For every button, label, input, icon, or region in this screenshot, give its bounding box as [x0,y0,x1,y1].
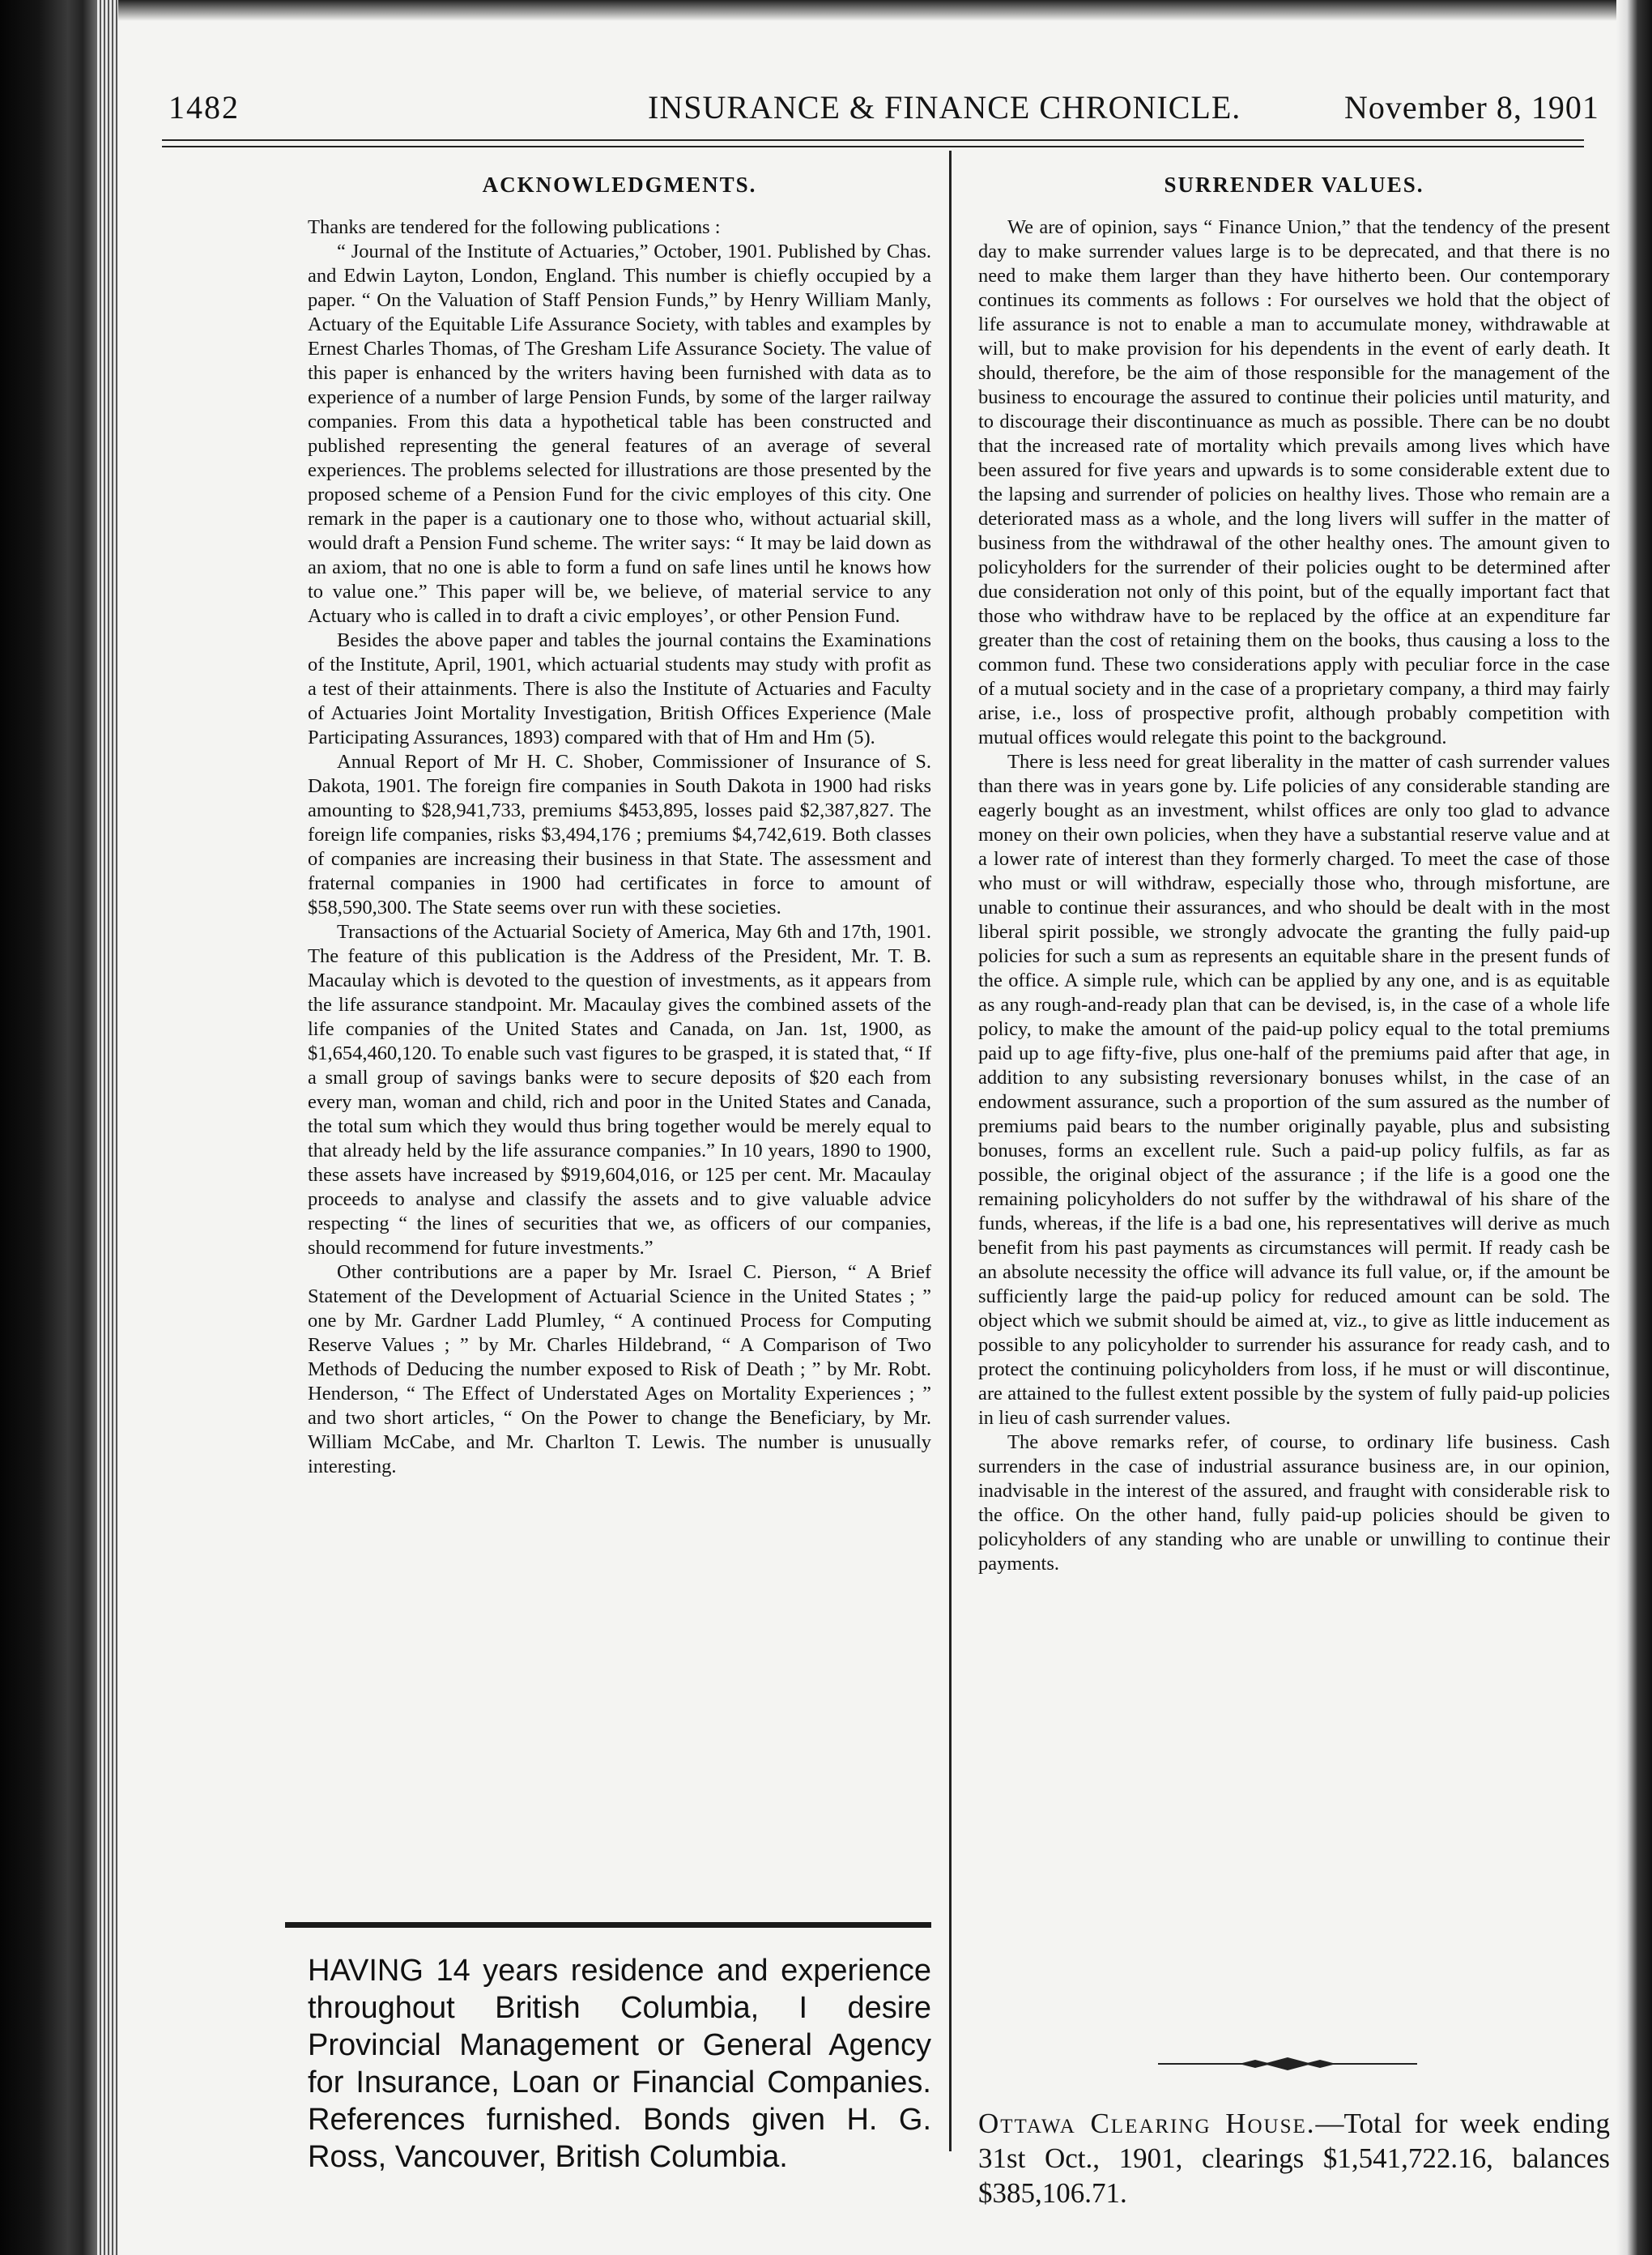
clearing-house-notice [978,2106,1610,2210]
ack-paragraph: Thanks are tendered for the following publications : [308,216,721,238]
acknowledgments-heading: ACKNOWLEDGMENTS. [482,173,757,197]
notice-lead: Ottawa Clearing House. [978,2108,1316,2139]
sv-paragraph: There is less need for great liberality in the matter of cash surrender values than there was in years gone by. Life policies of any considerable standing are eagerly bought as an investment, whilst offices are only too glad to advance money on their own policies, when they have a substantial reserve value and at a lower rate of interest than they formerly charged. To meet the case of those who must or will withdraw, especially those who, through misfortune, are unable to continue their assurances, and who should be dealt with in the most liberal spirit possible, we strongly advocate the granting the fully paid-up policies for such a sum as represents an equitable share in the present funds of the office. A simple rule, which can be applied by any one, and is as equitable as any rough-and-ready plan that can be devised, is, in the case of a whole life policy, to make the amount of the paid-up policy equal to the total premiums paid up to age fifty-five, plus one-half of the premiums paid after that age, in addition to any subsisting reversionary bonuses whilst, in the case of an endowment assurance, such a proportion of the sum assured as the number of premiums paid bears to the number originally payable, plus and subsisting bonuses, forms an excellent rule. Such a paid-up policy fulfils, as far as possible, the original object of the assurance ; if the life is a good one the remaining policyholders do not suffer by the withdrawal of his share of the funds, whereas, if the life is a bad one, his representatives will derive as much benefit from his past payments as circumstances will permit. If ready cash be an absolute necessity the office will advance its full value, or, if the amount be sufficiently large the paid-up policy for reduced amount can be sold. The object which we submit should be aimed at, viz., to give as little inducement as possible to any policyholder to surrender his assurance for ready cash, and to protect the continuing policyholders from loss, if he must or will discontinue, are attained to the fullest extent possible by the system of fully paid-up policies in lieu of cash surrender values. [978,751,1610,1429]
ack-paragraph: Besides the above paper and tables the journal contains the Examinations of the Institute, April, 1901, which actuarial students may study with profit as a test of their attainments. There is also the Institute of Actuaries and Faculty of Actuaries Joint Mortality Investigation, British Offices Experience (Male Participating Assurances, 1893) compared with that of Hm and Hm (5). [308,629,931,748]
advertisement-rule [285,1922,931,1928]
notice-text: —Total for week ending 31st Oct., 1901, clearings $1,541,722.16, balances $385,106.71. [978,2108,1610,2209]
surrender-values-heading: SURRENDER VALUES. [1164,173,1424,197]
ack-paragraph: Other contributions are a paper by Mr. Israel C. Pierson, “ A Brief Statement of the Development of Actuarial Science in the United States ; ” one by Mr. Gardner Ladd Plumley, “ A continued Process for Computing Reserve Values ; ” by Mr. Charles Hildebrand, “ A Comparison of Two Methods of Deducing the number exposed to Risk of Death ; ” by Mr. Robt. Henderson, “ The Effect of Understated Ages on Mortality Experiences ; ” and two short articles, “ On the Power to change the Beneficiary, by Mr. William McCabe, and Mr. Charlton T. Lewis. The number is unusually interesting. [308,1261,931,1477]
column-divider [949,151,952,2151]
header-rule [162,139,1584,147]
advertisement: HAVING 14 years residence and experience throughout British Columbia, I desire Provincial Management or General Agency for Insurance, Loan or Financial Companies. References furnished. Bonds given H. G. Ross, Vancouver, British Columbia. [308,1954,931,2174]
ack-paragraph: Annual Report of Mr H. C. Shober, Commissioner of Insurance of S. Dakota, 1901. The foreign fire companies in South Dakota in 1900 had risks amounting to $28,941,733, premiums $453,895, losses paid $2,387,827. The foreign life companies, risks $3,494,176 ; premiums $4,742,619. Both classes of companies are increasing their business in that State. The assessment and fraternal companies in 1900 had certificates in force to amount of $58,590,300. The State seems over run with these societies. [308,751,931,919]
scan-edge [1616,0,1652,2255]
issue-date: November 8, 1901 [1344,89,1599,126]
sv-paragraph: We are of opinion, says “ Finance Union,” that the tendency of the present day to make surrender values large is to be deprecated, and that there is no need to make them larger than they have hitherto been. Our contemporary continues its comments as follows : For ourselves we hold that the object of life assurance is not to enable a man to accumulate money, withdrawable at will, but to make provision for his dependents in the event of early death. It should, therefore, be the aim of those responsible for the management of the business to encourage the assured to continue their policies until maturity, and to discourage their discontinuance as much as possible. There can be no doubt that the increased rate of mortality which prevails among lives which have been assured for five years and upwards is to some considerable extent due to the lapsing and surrender of policies on healthy lives. Those who remain are a deteriorated mass as a whole, and the long livers will suffer in the matter of business from the withdrawal of the other healthy ones. The amount given to policyholders for the surrender of their policies ought to be determined after due consideration not only of this point, but of the equally important fact that those who withdraw have to be replaced by the office at an expenditure far greater than the cost of retaining them on the books, thus causing a loss to the common fund. These two considerations apply with peculiar force in the case of a mutual society and in the case of a proprietary company, a third may fairly arise, i.e., loss of prospective profit, although probably competition with mutual offices would relegate this point to the background. [978,216,1610,748]
scan-shadow [118,0,1652,21]
ack-paragraph: Transactions of the Actuarial Society of America, May 6th and 17th, 1901. The feature of this publication is the Address of the President, Mr. T. B. Macaulay which is devoted to the question of investments, as it appears from the life assurance standpoint. Mr. Macaulay gives the combined assets of the life companies of the United States and Canada, on Jan. 1st, 1900, as $1,654,460,120. To enable such vast figures to be grasped, it is stated that, “ If a small group of savings banks were to secure deposits of $20 each from every man, woman and child, rich and poor in the United States and Canada, the total sum which they would thus bring together would be merely equal to that already held by the life assurance companies.” In 10 years, 1890 to 1900, these assets have increased by $919,604,016, or 125 per cent. Mr. Macaulay proceeds to analyse and classify the assets and to give valuable advice respecting “ the lines of securities that we, as officers of our companies, should recommend for future investments.” [308,921,931,1259]
page-edges [97,0,118,2255]
acknowledgments-column [308,162,931,1479]
ack-paragraph: “ Journal of the Institute of Actuaries,” October, 1901. Published by Chas. and Edwin Layton, London, England. This number is chiefly occupied by a paper. “ On the Valuation of Staff Pension Funds,” by Henry William Manly, Actuary of the Equitable Life Assurance Society, with tables and examples by Ernest Charles Thomas, of The Gresham Life Assurance Society. The value of this paper is enhanced by the writers having been furnished with data as to experience of a number of large Pension Funds, by some of the larger railway companies. From this data a hypothetical table has been constructed and published representing the general features of an average of several experiences. The problems selected for illustrations are those presented by the proposed scheme of a Pension Fund for the civic employes of this city. One remark in the paper is a cautionary one to those who, without actuarial skill, would draft a Pension Fund scheme. The writer says: “ It may be laid down as an axiom, that no one is able to form a fund on safe lines until he knows how to value one.” This paper will be, we believe, of material service to any Actuary who is called in to draft a civic employes’, or other Pension Fund. [308,241,931,627]
page-number: 1482 [168,89,240,126]
publication-title: INSURANCE & FINANCE CHRONICLE. [648,89,1241,126]
ornament-divider [1158,2056,1417,2072]
book-binding [0,0,97,2255]
sv-paragraph: The above remarks refer, of course, to ordinary life business. Cash surrenders in the case of industrial assurance business are, in our opinion, inadvisable in the interest of the assured, and fraught with considerable risk to the office. On the other hand, fully paid-up policies should be given to policyholders of any standing who are unable or unwilling to continue their payments. [978,1431,1610,1575]
surrender-values-column [978,162,1610,1576]
